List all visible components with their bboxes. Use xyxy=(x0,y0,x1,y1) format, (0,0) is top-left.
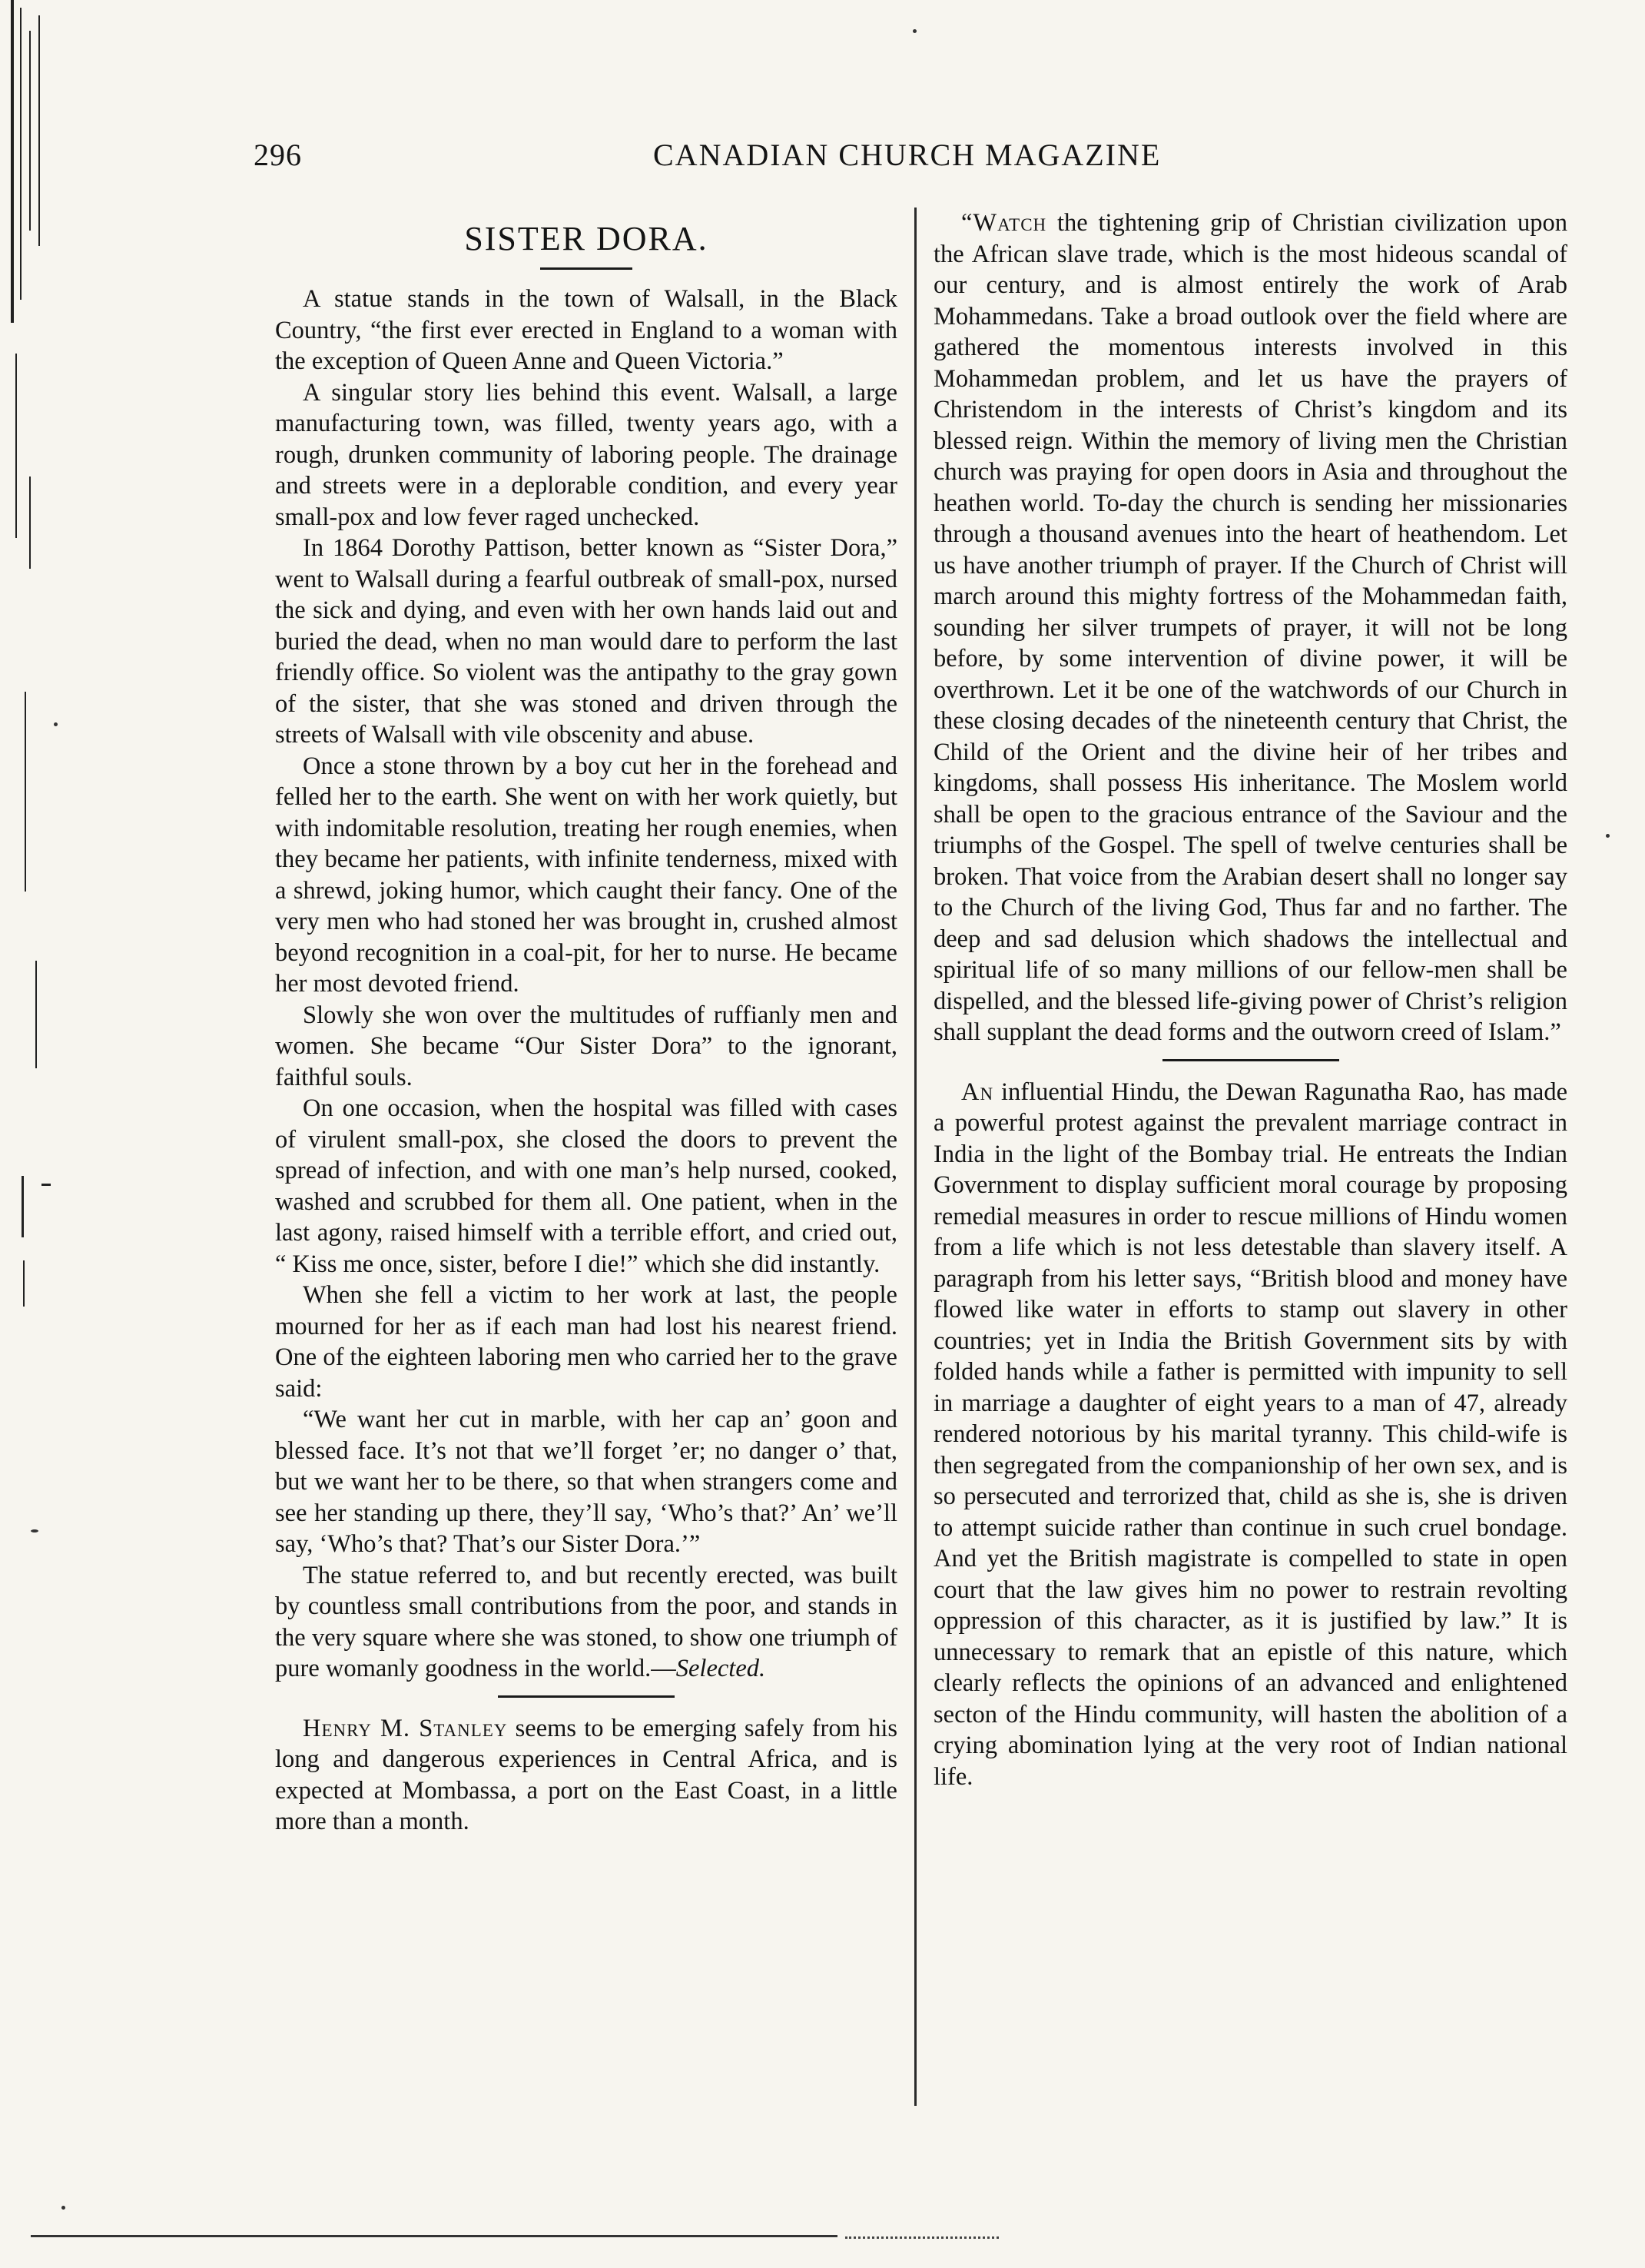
paragraph: “We want her cut in marble, with her cap an’ goon and blessed face. It’s not that we’ll forget ’er; no danger o’ that, but we want her to be there, so that when strangers come and see her standing up there, they’ll say, ‘Who’s that?’ An’ we’ll say, ‘Who’s that? That’s our Sister Dora.’” xyxy=(275,1406,897,1558)
footer-rule xyxy=(31,2235,837,2237)
title-rule xyxy=(540,267,632,270)
lead-in: Henry M. Stanley xyxy=(303,1714,508,1742)
article-title: SISTER DORA. xyxy=(464,220,708,257)
page-header xyxy=(254,137,1498,183)
section-rule xyxy=(1162,1059,1339,1061)
binding-edge xyxy=(6,0,60,1383)
left-column xyxy=(275,208,897,1838)
speck xyxy=(31,1529,38,1532)
lead-in: An xyxy=(961,1078,994,1106)
speck xyxy=(54,722,58,726)
column-divider xyxy=(914,208,917,2106)
speck xyxy=(1606,834,1610,838)
speck xyxy=(913,29,917,33)
paragraph: A statue stands in the town of Walsall, in the Black Country, “the first ever erected in England to a woman with the exception of Queen Anne and Queen Victoria.” xyxy=(275,285,897,375)
stanley-paragraph xyxy=(275,1713,897,1838)
speck xyxy=(61,2206,65,2210)
source-credit: Selected. xyxy=(675,1655,766,1682)
paragraph-text: seems to be emerging safely from his long and dangerous experiences in Central Africa, and is expected at Mombassa, a port on the East Coast, in a little more than a month. xyxy=(275,1714,898,1835)
paragraph: Slowly she won over the multitudes of ruffianly men and women. She became “Our Sister Dora” to the ignorant, faithful souls. xyxy=(275,1001,897,1091)
section-rule xyxy=(498,1695,675,1698)
running-head: CANADIAN CHURCH MAGAZINE xyxy=(653,138,1162,172)
paragraph: When she fell a victim to her work at last, the people mourned for her as if each man had lost his nearest friend. One of the eighteen laboring men who carried her to the grave said: xyxy=(275,1281,897,1403)
paragraph: Once a stone thrown by a boy cut her in the forehead and felled her to the earth. She went on with her work quietly, but with indomitable resolution, treating her rough enemies, when they became her patients, with infinite tenderness, mixed with a shrewd, joking humor, which caught their fancy. One of the very men who had stoned her was brought in, crushed almost beyond recognition in a coal-pit, for her to nurse. He became her most devoted friend. xyxy=(275,752,897,998)
paragraph xyxy=(275,1560,897,1685)
page-number: 296 xyxy=(254,138,302,172)
hindu-paragraph xyxy=(934,1077,1567,1793)
right-column xyxy=(934,208,1567,1792)
paragraph-text: the tightening grip of Christian civilization upon the African slave trade, which is the most hideous scandal of our century, and is almost entirely the work of Arab Mohammedans. Take a broad outlook over the field where are gathered the momentous interests involved in this Mohammedan problem, and let us have the prayers of Christendom in the interests of Christ’s kingdom and its blessed reign. Within the memory of living men the Christian church was praying for open doors in Asia and throughout the heathen world. To-day the church is sending her missionaries through a thousand avenues into the heart of heathendom. Let us have another triumph of prayer. If the Church of Christ will march around this mighty fortress of the Mohammedan faith, sounding her silver trumpets of prayer, it will not be long before, by some intervention of divine power, it will be overthrown. Let it be one of the watchwords of our Church in these closing decades of the nineteenth century that Christ, the Child of the Orient and the divine heir of her tribes and kingdoms, shall possess His inheritance. The Moslem world shall be open to the gracious entrance of the Saviour and the triumphs of the Gospel. The spell of twelve centuries shall be broken. That voice from the Arabian desert shall no longer say to the Church of the living God, Thus far and no farther. The deep and sad delusion which shadows the intellectual and spiritual life of so many millions of our fellow-men shall be dispelled, and the blessed life-giving power of Christ’s religion shall supplant the dead forms and the outworn creed of Islam.” xyxy=(934,209,1567,1046)
quote-paragraph xyxy=(934,208,1567,1048)
lead-in: “Watch xyxy=(961,209,1047,237)
paragraph: On one occasion, when the hospital was filled with cases of virulent small-pox, she closed the doors to prevent the spread of infection, and with one man’s help nursed, cooked, washed and scrubbed for them all. One patient, when in the last agony, raised himself with a terrible effort, and cried out, “ Kiss me once, sister, before I die!” which she did instantly. xyxy=(275,1094,897,1278)
paragraph-text: influential Hindu, the Dewan Ragunatha Rao, has made a powerful protest against the prevalent marriage contract in India in the light of the Bombay trial. He entreats the Indian Government to display sufficient moral courage by proposing remedial measures in order to rescue millions of Hindu women from a life which is not less detestable than slavery itself. A paragraph from his letter says, “British blood and money have flowed like water in efforts to stamp out slavery in other countries; yet in India the British Government sits by with folded hands while a father is permitted with impunity to sell in marriage a daughter of eight years to a man of 47, already rendered notorious by his marital tyranny. This child-wife is then segregated from the companionship of her own sex, and is so persecuted and terrorized that, child as she is, she is driven to attempt suicide rather than continue in such cruel bondage. And yet the British magistrate is compelled to state in open court that the law gives him no power to restrain revolting oppression of this character, as it is justified by law.” It is unnecessary to remark that an epistle of this nature, which clearly reflects the opinions of an advanced and enlightened secton of the Hindu community, will hasten the abolition of a crying abomination lying at the very root of Indian national life. xyxy=(934,1078,1567,1791)
paragraph-text: The statue referred to, and but recently erected, was built by countless small contributions from the poor, and stands in the very square where she was stoned, to show one triumph of pure womanly goodness in the world.— xyxy=(275,1561,897,1682)
footer-dotted-rule xyxy=(845,2232,999,2239)
paragraph: A singular story lies behind this event. Walsall, a large manufacturing town, was filled, twenty years ago, with a rough, drunken community of laboring people. The drainage and streets were in a deplorable condition, and every year small-pox and low fever raged unchecked. xyxy=(275,378,897,531)
paragraph: In 1864 Dorothy Pattison, better known as “Sister Dora,” went to Walsall during a fearful outbreak of small-pox, nursed the sick and dying, and even with her own hands laid out and buried the dead, when no man would dare to perform the last friendly office. So violent was the antipathy to the gray gown of the sister, that she was stoned and driven through the streets of Walsall with vile obscenity and abuse. xyxy=(275,534,897,749)
